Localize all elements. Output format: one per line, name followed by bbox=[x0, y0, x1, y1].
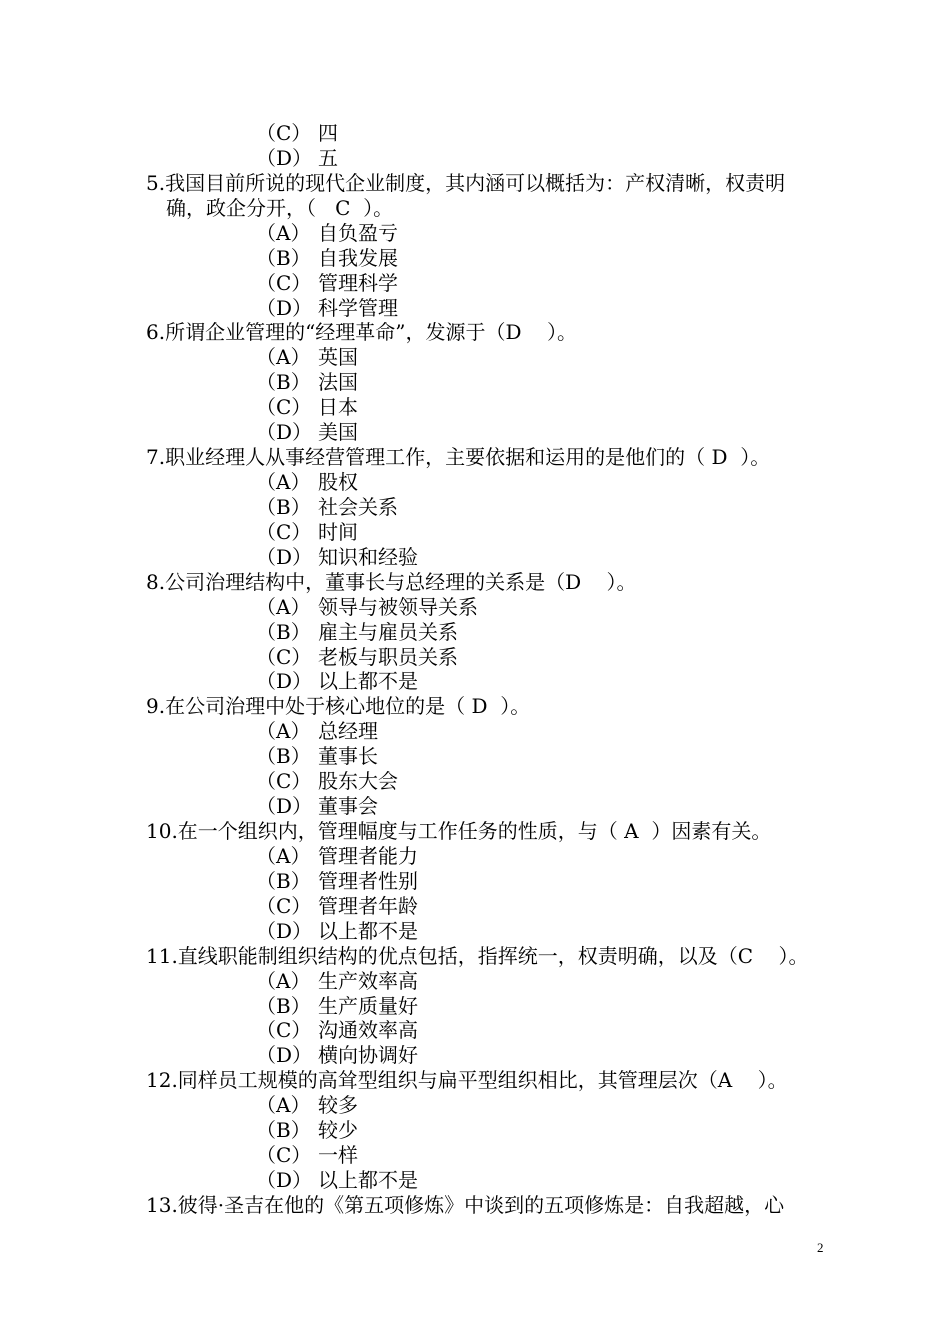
option-letter: （B） bbox=[256, 869, 311, 893]
option-text: 股权 bbox=[318, 470, 358, 494]
option-letter: （D） bbox=[256, 669, 313, 693]
question-text: 10.在一个组织内，管理幅度与工作任务的性质，与（ A ）因素有关。 bbox=[146, 819, 772, 843]
option-letter: （C） bbox=[256, 645, 312, 669]
option-text: 一样 bbox=[318, 1143, 358, 1167]
option-letter: （B） bbox=[256, 246, 311, 270]
option-text: 美国 bbox=[318, 420, 358, 444]
option-letter: （C） bbox=[256, 1143, 312, 1167]
question-text: 13.彼得·圣吉在他的《第五项修炼》中谈到的五项修炼是：自我超越，心 bbox=[146, 1193, 785, 1217]
option-letter: （D） bbox=[256, 919, 313, 943]
option-text: 管理者性别 bbox=[318, 869, 418, 893]
question-text: 11.直线职能制组织结构的优点包括，指挥统一，权责明确，以及（C ）。 bbox=[146, 944, 809, 968]
option-letter: （A） bbox=[256, 844, 311, 868]
option-text: 四 bbox=[318, 121, 338, 145]
option-text: 自我发展 bbox=[318, 246, 398, 270]
option-text: 自负盈亏 bbox=[318, 221, 398, 245]
question-text: 6.所谓企业管理的“经理革命”，发源于（D ）。 bbox=[146, 320, 577, 344]
option-letter: （C） bbox=[256, 271, 312, 295]
question-text: 9.在公司治理中处于核心地位的是（ D ）。 bbox=[146, 694, 531, 718]
option-letter: （B） bbox=[256, 744, 311, 768]
option-letter: （D） bbox=[256, 420, 313, 444]
option-text: 科学管理 bbox=[318, 296, 398, 320]
option-text: 较少 bbox=[318, 1118, 358, 1142]
question-continuation: 确，政企分开，（ C ）。 bbox=[166, 196, 394, 220]
option-text: 以上都不是 bbox=[318, 919, 418, 943]
option-letter: （A） bbox=[256, 221, 311, 245]
option-letter: （C） bbox=[256, 520, 312, 544]
option-letter: （D） bbox=[256, 1043, 313, 1067]
option-text: 领导与被领导关系 bbox=[318, 595, 478, 619]
option-letter: （A） bbox=[256, 719, 311, 743]
option-text: 日本 bbox=[318, 395, 358, 419]
option-letter: （A） bbox=[256, 345, 311, 369]
option-text: 法国 bbox=[318, 370, 358, 394]
option-text: 管理科学 bbox=[318, 271, 398, 295]
option-text: 沟通效率高 bbox=[318, 1018, 418, 1042]
option-letter: （D） bbox=[256, 146, 313, 170]
option-text: 社会关系 bbox=[318, 495, 398, 519]
option-letter: （C） bbox=[256, 1018, 312, 1042]
option-text: 董事长 bbox=[318, 744, 378, 768]
question-text: 5.我国目前所说的现代企业制度，其内涵可以概括为：产权清晰，权责明 bbox=[146, 171, 786, 195]
option-letter: （C） bbox=[256, 769, 312, 793]
option-letter: （B） bbox=[256, 994, 311, 1018]
option-text: 管理者年龄 bbox=[318, 894, 418, 918]
option-letter: （D） bbox=[256, 794, 313, 818]
option-letter: （C） bbox=[256, 121, 312, 145]
option-text: 时间 bbox=[318, 520, 358, 544]
option-letter: （D） bbox=[256, 545, 313, 569]
option-text: 横向协调好 bbox=[318, 1043, 418, 1067]
option-text: 知识和经验 bbox=[318, 545, 418, 569]
option-letter: （B） bbox=[256, 370, 311, 394]
option-text: 董事会 bbox=[318, 794, 378, 818]
option-letter: （B） bbox=[256, 495, 311, 519]
option-text: 总经理 bbox=[318, 719, 378, 743]
option-letter: （C） bbox=[256, 894, 312, 918]
question-text: 8.公司治理结构中，董事长与总经理的关系是（D ）。 bbox=[146, 570, 637, 594]
option-text: 以上都不是 bbox=[318, 669, 418, 693]
option-letter: （A） bbox=[256, 595, 311, 619]
question-text: 7.职业经理人从事经营管理工作，主要依据和运用的是他们的（ D ）。 bbox=[146, 445, 771, 469]
option-text: 老板与职员关系 bbox=[318, 645, 458, 669]
option-letter: （A） bbox=[256, 470, 311, 494]
page-number: 2 bbox=[817, 1240, 824, 1255]
option-letter: （A） bbox=[256, 969, 311, 993]
option-text: 股东大会 bbox=[318, 769, 398, 793]
option-text: 管理者能力 bbox=[318, 844, 418, 868]
option-text: 雇主与雇员关系 bbox=[318, 620, 458, 644]
option-letter: （B） bbox=[256, 1118, 311, 1142]
option-text: 以上都不是 bbox=[318, 1168, 418, 1192]
option-letter: （B） bbox=[256, 620, 311, 644]
option-letter: （A） bbox=[256, 1093, 311, 1117]
option-text: 英国 bbox=[318, 345, 358, 369]
option-letter: （D） bbox=[256, 296, 313, 320]
option-text: 生产效率高 bbox=[318, 969, 418, 993]
option-text: 较多 bbox=[318, 1093, 358, 1117]
option-text: 五 bbox=[318, 146, 338, 170]
option-text: 生产质量好 bbox=[318, 994, 418, 1018]
option-letter: （D） bbox=[256, 1168, 313, 1192]
option-letter: （C） bbox=[256, 395, 312, 419]
question-text: 12.同样员工规模的高耸型组织与扁平型组织相比，其管理层次（A ）。 bbox=[146, 1068, 788, 1092]
